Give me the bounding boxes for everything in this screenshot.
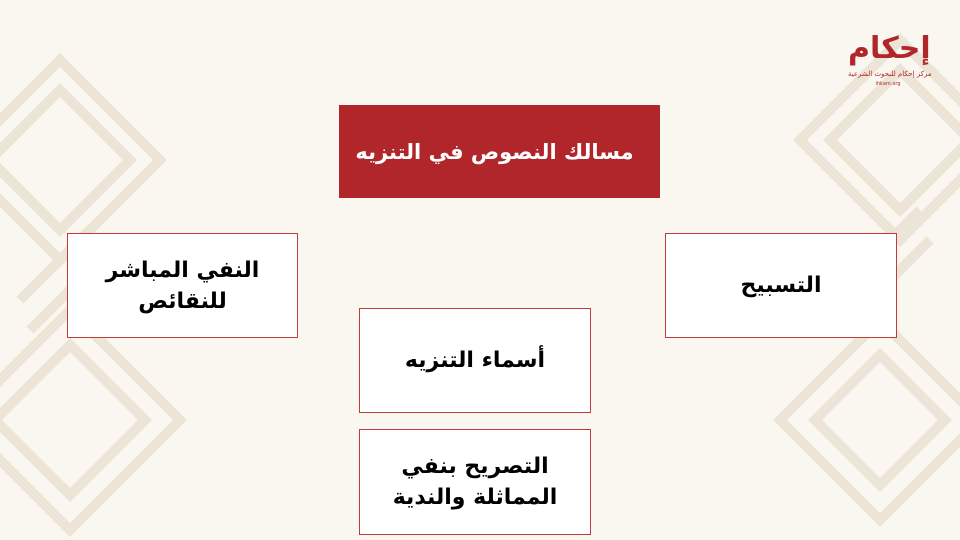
node-names [359,308,591,413]
diagram-title-box [339,105,660,198]
node-tasbih [665,233,897,338]
node-explicit-negation-line-2: المماثلة والندية [392,485,558,510]
diagram-title: مسالك النصوص في التنزيه [355,139,634,164]
brand-logo [848,26,932,90]
node-names-line-1: أسماء التنزيه [404,348,546,373]
node-explicit-negation [359,429,591,535]
node-direct-negation-line-1: النفي المباشر [105,257,260,283]
node-direct-negation [67,233,298,338]
logo-wordmark: إحكام [848,31,931,66]
logo-tagline: ihkam.org [875,81,901,87]
node-tasbih-line-1: التسبيح [740,273,822,298]
node-explicit-negation-line-1: التصريح بنفي [401,454,549,479]
logo-subtitle: مركز إحكام للبحوث الشرعية [848,70,932,78]
node-direct-negation-line-2: للنقائص [138,288,227,314]
